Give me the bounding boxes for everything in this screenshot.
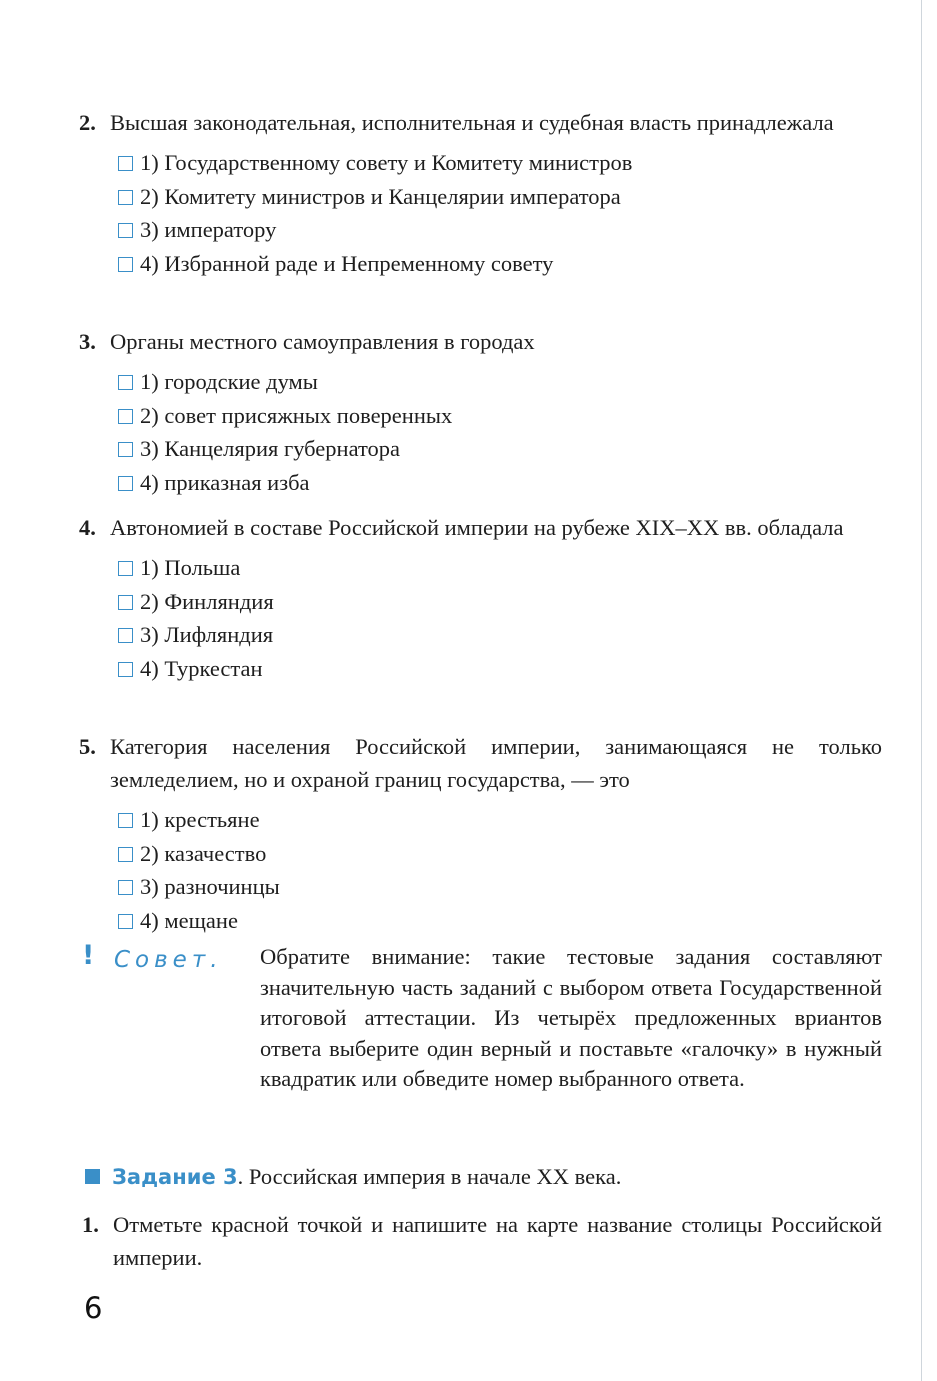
option-item[interactable]	[118, 803, 882, 837]
checkbox[interactable]	[118, 847, 133, 862]
option-item[interactable]	[118, 551, 882, 585]
option-label: 2) казачество	[140, 840, 267, 866]
option-label: 1) Государственному совету и Комитету министров	[140, 150, 633, 175]
square-bullet-icon	[85, 1169, 100, 1184]
exclamation-icon: !	[82, 940, 95, 971]
question-text: Категория населения Российской империи, занимающаяся не только земледелием, но и охраной границ государства, — это	[110, 734, 882, 792]
option-label: 1) Польша	[140, 555, 241, 580]
option-item[interactable]	[118, 213, 882, 247]
option-label: 3) императору	[140, 217, 277, 242]
options-list	[118, 551, 882, 685]
option-item[interactable]	[118, 146, 882, 180]
question-5	[79, 730, 882, 937]
option-label: 2) совет присяжных поверенных	[140, 402, 453, 428]
option-item[interactable]	[118, 247, 882, 281]
task-label: Задание 3	[112, 1165, 238, 1189]
question-text: Органы местного самоуправления в городах	[110, 329, 535, 354]
question-number: 1.	[82, 1212, 99, 1237]
question-text: Автономией в составе Российской империи на рубеже XIX–XX вв. обладала	[110, 515, 844, 540]
option-item[interactable]	[118, 399, 882, 433]
option-label: 4) мещане	[140, 907, 238, 933]
option-item[interactable]	[118, 466, 882, 500]
option-label: 2) Финляндия	[140, 588, 274, 614]
checkbox[interactable]	[118, 880, 133, 895]
advice-label: Совет.	[114, 947, 223, 973]
option-item[interactable]	[118, 652, 882, 686]
question-3	[79, 325, 882, 499]
checkbox[interactable]	[118, 595, 133, 610]
options-list	[118, 365, 882, 499]
option-label: 4) Туркестан	[140, 655, 263, 681]
checkbox[interactable]	[118, 257, 133, 272]
option-label: 1) городские думы	[140, 369, 318, 394]
option-label: 2) Комитету министров и Канцелярии императора	[140, 183, 621, 209]
option-label: 3) разночинцы	[140, 874, 280, 899]
checkbox[interactable]	[118, 561, 133, 576]
question-4	[79, 511, 882, 685]
page-number: 6	[84, 1291, 103, 1325]
question-text: Отметьте красной точкой и напишите на карте название столицы Российской империи.	[113, 1212, 882, 1270]
options-list	[118, 803, 882, 937]
checkbox[interactable]	[118, 156, 133, 171]
question-number: 3.	[79, 329, 96, 354]
page-edge-line	[921, 0, 922, 1381]
option-item[interactable]	[118, 870, 882, 904]
option-item[interactable]	[118, 837, 882, 871]
checkbox[interactable]	[118, 662, 133, 677]
options-list	[118, 146, 882, 280]
option-item[interactable]	[118, 585, 882, 619]
advice-text: Обратите внимание: такие тестовые задания составляют значительную часть заданий с выбором ответа Государственной итоговой аттестации. Из четырёх предложенных вриантов ответа выберите один верный и поставьте «галочку» в нужный квадратик или обведите номер выбранного ответа.	[260, 944, 882, 1091]
option-label: 4) приказная изба	[140, 469, 310, 495]
question-number: 4.	[79, 515, 96, 540]
option-item[interactable]	[118, 180, 882, 214]
option-label: 3) Лифляндия	[140, 622, 274, 647]
option-label: 1) крестьяне	[140, 807, 260, 832]
task-question-1	[82, 1208, 882, 1274]
task-header	[85, 1160, 621, 1194]
option-item[interactable]	[118, 365, 882, 399]
checkbox[interactable]	[118, 442, 133, 457]
checkbox[interactable]	[118, 914, 133, 929]
option-item[interactable]	[118, 618, 882, 652]
question-number: 5.	[79, 734, 96, 759]
checkbox[interactable]	[118, 223, 133, 238]
task-title: . Российская империя в начале XX века.	[237, 1164, 622, 1189]
checkbox[interactable]	[118, 190, 133, 205]
checkbox[interactable]	[118, 375, 133, 390]
option-item[interactable]	[118, 904, 882, 938]
question-text: Высшая законодательная, исполнительная и судебная власть принадлежала	[110, 110, 834, 135]
option-label: 3) Канцелярия губернатора	[140, 436, 401, 461]
question-number: 2.	[79, 110, 96, 135]
checkbox[interactable]	[118, 476, 133, 491]
checkbox[interactable]	[118, 628, 133, 643]
checkbox[interactable]	[118, 813, 133, 828]
advice-block	[82, 942, 882, 1095]
option-item[interactable]	[118, 432, 882, 466]
checkbox[interactable]	[118, 409, 133, 424]
question-2	[79, 106, 882, 280]
option-label: 4) Избранной раде и Непременному совету	[140, 250, 554, 276]
